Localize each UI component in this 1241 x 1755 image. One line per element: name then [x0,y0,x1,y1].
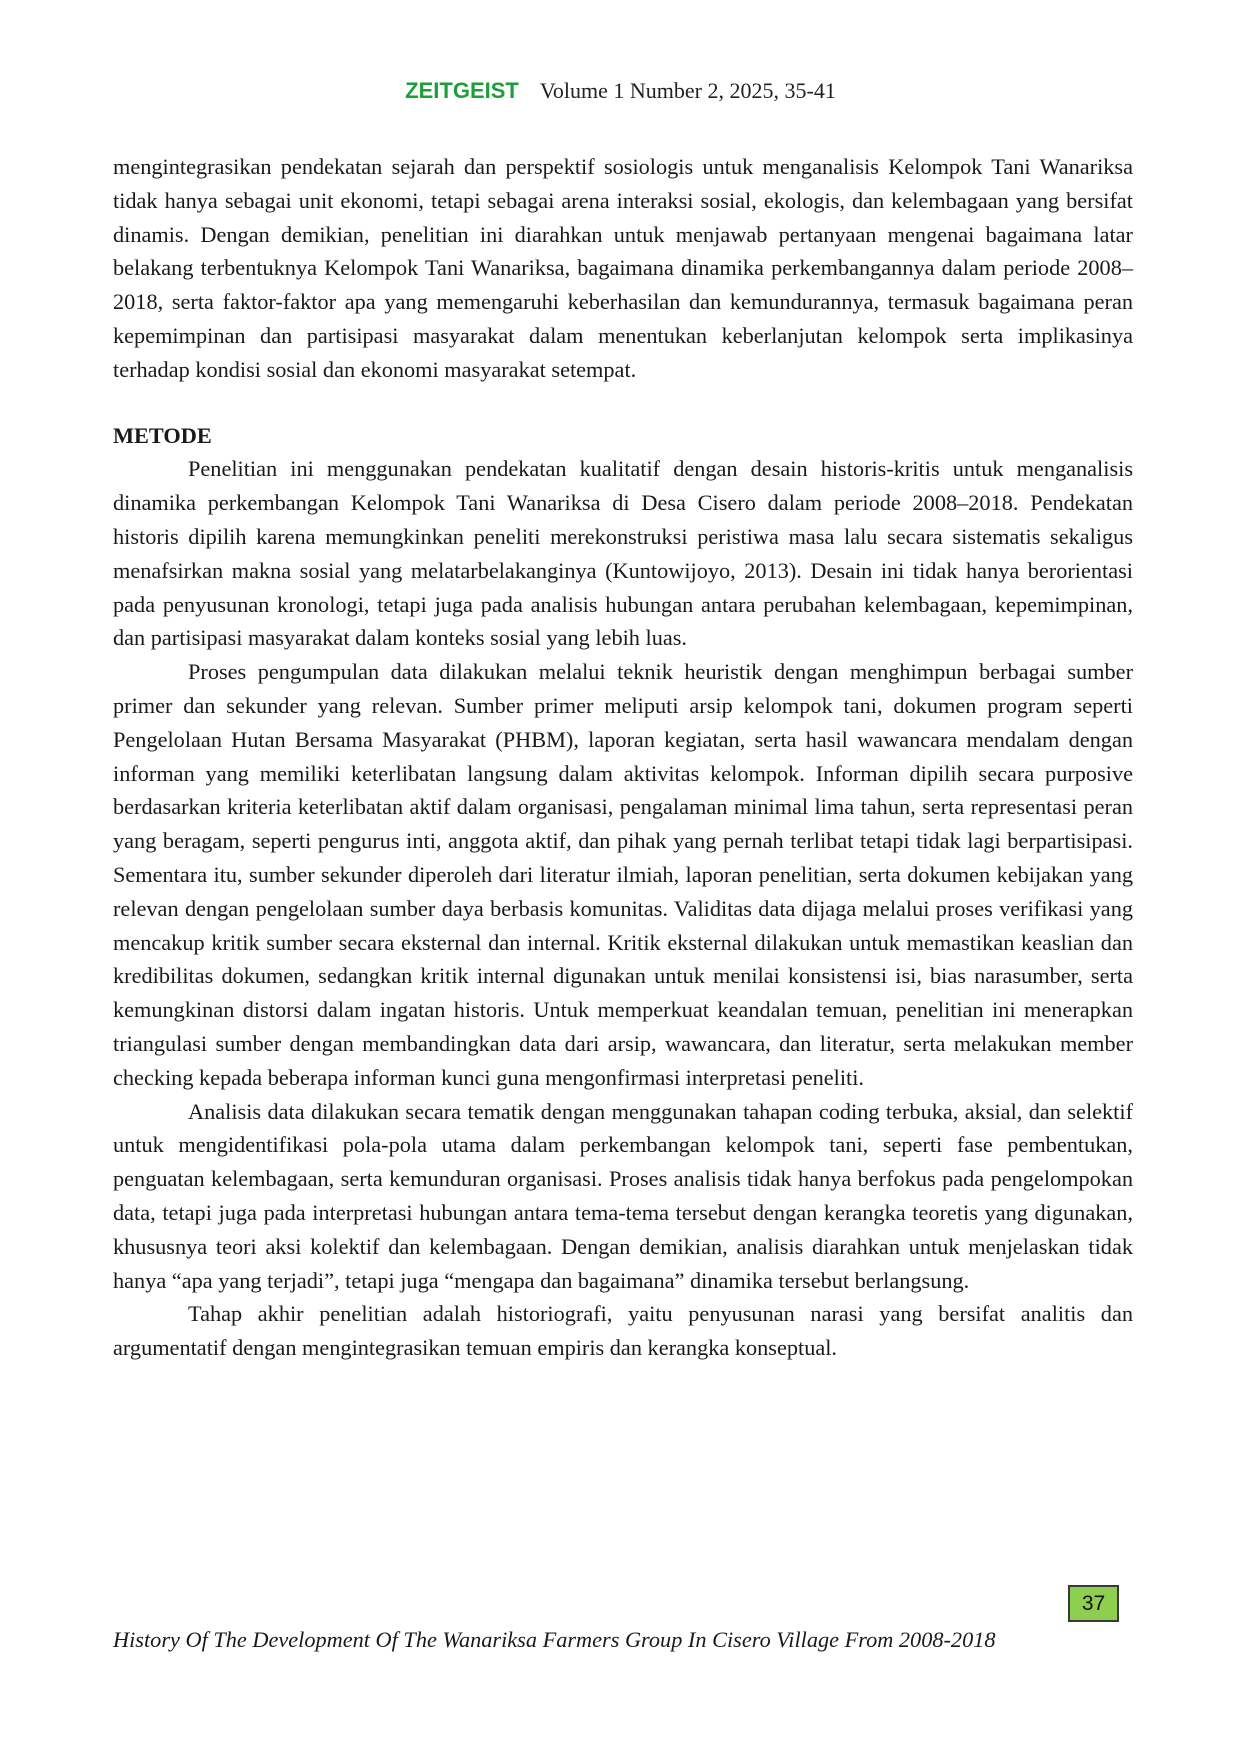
page-content [113,150,1133,1365]
method-paragraph-3: Analisis data dilakukan secara tematik dengan menggunakan tahapan coding terbuka, aksial, dan selektif untuk mengidentifikasi pola-pola utama dalam perkembangan kelompok tani, seperti fase pembentukan, penguatan kelembagaan, serta kemunduran organisasi. Proses analisis tidak hanya berfokus pada pengelompokan data, tetapi juga pada interpretasi hubungan antara tema-tema tersebut dengan kerangka teoretis yang digunakan, khususnya teori aksi kolektif dan kelembagaan. Dengan demikian, analisis diarahkan untuk menjelaskan tidak hanya “apa yang terjadi”, tetapi juga “mengapa dan bagaimana” dinamika tersebut berlangsung. [113,1098,1133,1293]
method-paragraph-2: Proses pengumpulan data dilakukan melalui teknik heuristik dengan menghimpun berbagai sumber primer dan sekunder yang relevan. Sumber primer meliputi arsip kelompok tani, dokumen program seperti Pengelolaan Hutan Bersama Masyarakat (PHBM), laporan kegiatan, serta hasil wawancara mendalam dengan informan yang memiliki keterlibatan langsung dalam aktivitas kelompok. Informan dipilih secara purposive berdasarkan kriteria keterlibatan aktif dalam organisasi, pengalaman minimal lima tahun, serta representasi peran yang beragam, seperti pengurus inti, anggota aktif, dan pihak yang pernah terlibat tetapi tidak lagi berpartisipasi. Sementara itu, sumber sekunder diperoleh dari literatur ilmiah, laporan penelitian, serta dokumen kebijakan yang relevan dengan pengelolaan sumber daya berbasis komunitas. Validitas data dijaga melalui proses verifikasi yang mencakup kritik sumber secara eksternal dan internal. Kritik eksternal dilakukan untuk memastikan keaslian dan kredibilitas dokumen, sedangkan kritik internal digunakan untuk menilai konsistensi isi, bias narasumber, serta kemungkinan distorsi dalam ingatan historis. Untuk memperkuat keandalan temuan, penelitian ini menerapkan triangulasi sumber dengan membandingkan data dari arsip, wawancara, dan literatur, serta melakukan member checking kepada beberapa informan kunci guna mengonfirmasi interpretasi peneliti. [113,659,1133,1090]
page-number-badge: 37 [1068,1585,1119,1622]
intro-paragraph: mengintegrasikan pendekatan sejarah dan perspektif sosiologis untuk menganalisis Kelompok Tani Wanariksa tidak hanya sebagai unit ekonomi, tetapi sebagai arena interaksi sosial, ekologis, dan kelembagaan yang bersifat dinamis. Dengan demikian, penelitian ini diarahkan untuk menjawab pertanyaan mengenai bagaimana latar belakang terbentuknya Kelompok Tani Wanariksa, bagaimana dinamika perkembangannya dalam periode 2008–2018, serta faktor-faktor apa yang memengaruhi keberhasilan dan kemundurannya, termasuk bagaimana peran kepemimpinan dan partisipasi masyarakat dalam menentukan keberlanjutan kelompok serta implikasinya terhadap kondisi sosial dan ekonomi masyarakat setempat. [113,154,1133,382]
section-heading-metode: METODE [113,422,212,448]
running-header [0,76,1241,107]
journal-name: ZEITGEIST [405,78,519,103]
method-paragraph-4: Tahap akhir penelitian adalah historiografi, yaitu penyusunan narasi yang bersifat analitis dan argumentatif dengan mengintegrasikan temuan empiris dan kerangka konseptual. [113,1301,1133,1361]
running-footer-title: History Of The Development Of The Wanariksa Farmers Group In Cisero Village From 2008-2018 [113,1627,996,1652]
method-paragraph-1: Penelitian ini menggunakan pendekatan kualitatif dengan desain historis-kritis untuk menganalisis dinamika perkembangan Kelompok Tani Wanariksa di Desa Cisero dalam periode 2008–2018. Pendekatan historis dipilih karena memungkinkan peneliti merekonstruksi peristiwa masa lalu secara sistematis sekaligus menafsirkan makna sosial yang melatarbelakanginya (Kuntowijoyo, 2013). Desain ini tidak hanya berorientasi pada penyusunan kronologi, tetapi juga pada analisis hubungan antara perubahan kelembagaan, kepemimpinan, dan partisipasi masyarakat dalam konteks sosial yang lebih luas. [113,456,1133,651]
volume-info: Volume 1 Number 2, 2025, 35-41 [539,78,836,103]
